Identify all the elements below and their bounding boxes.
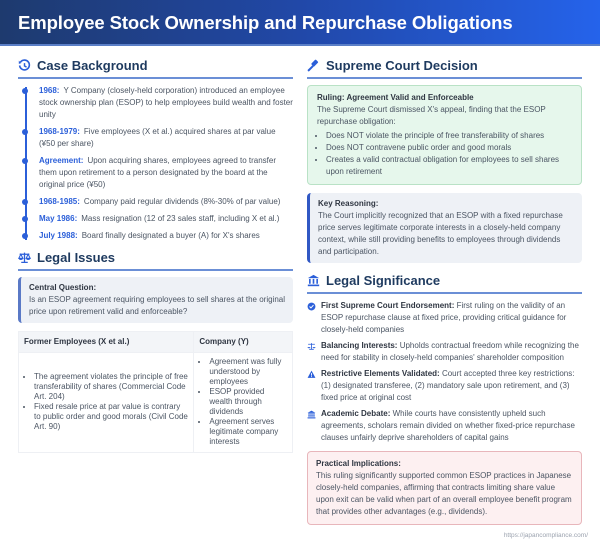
- company-argument: • Agreement serves legitimate company interests: [209, 417, 287, 447]
- employee-argument: • The agreement violates the principle of free transferability of shares (Commercial Code Art. 204): [34, 372, 188, 402]
- timeline-date: 1968-1979:: [39, 127, 80, 136]
- university-icon: [307, 410, 316, 419]
- timeline-date: May 1986:: [39, 214, 78, 223]
- right-column: [307, 58, 582, 525]
- footer-url: https://japancompliance.com/: [503, 532, 588, 539]
- significance-item-label: Balancing Interests:: [321, 341, 398, 350]
- significance-item-body: Court accepted three key restrictions: (1) designated transferee, (2) mandatory sale upon retirement, and (3) fixed price at original cost: [321, 369, 575, 402]
- timeline: [24, 85, 293, 242]
- significance-item: [307, 408, 582, 444]
- scale-icon: [18, 251, 31, 264]
- timeline-item: [39, 155, 293, 191]
- warning-icon: [307, 370, 316, 379]
- history-icon: [18, 59, 31, 72]
- company-argument: • Agreement was fully understood by employees: [209, 357, 287, 387]
- legal-issues-title: Legal Issues: [37, 250, 116, 265]
- arguments-table: [18, 331, 293, 453]
- implications-label: Practical Implications:: [316, 459, 401, 468]
- significance-item-text: [321, 368, 582, 404]
- employee-argument: • Fixed resale price at par value is contrary to public order and good morals (Civil Code Art. 90): [34, 402, 188, 432]
- timeline-text: Board finally designated a buyer (A) for X's shares: [81, 231, 260, 240]
- case-background-heading: [18, 58, 293, 79]
- significance-item: [307, 368, 582, 404]
- company-argument: • ESOP provided wealth through dividends: [209, 387, 287, 417]
- key-reasoning-label: Key Reasoning:: [318, 199, 379, 208]
- timeline-text: Mass resignation (12 of 23 sales staff, including X et al.): [81, 214, 280, 223]
- significance-heading: [307, 273, 582, 294]
- timeline-date: 1968-1985:: [39, 197, 80, 206]
- significance-item-label: First Supreme Court Endorsement:: [321, 301, 455, 310]
- table-row: [19, 353, 293, 453]
- balance-icon: [307, 342, 316, 351]
- significance-item-body: While courts have consistently upheld such agreements, scholars remain divided on whether fixed-price repurchase clauses unfairly deprive shareholders of capital gains: [321, 409, 575, 442]
- page-header: [0, 0, 600, 46]
- legal-issues-heading: [18, 250, 293, 271]
- timeline-date: 1968:: [39, 86, 60, 95]
- significance-item-text: [321, 300, 582, 336]
- significance-item-body: Upholds contractual freedom while recognizing the need for stability in closely-held companies' shareholder composition: [321, 341, 579, 362]
- key-reasoning-text: The Court implicitly recognized that an ESOP with a fixed repurchase price serves legitimate corporate interests in a closely-held company context, while still providing benefits to employees through dividends and participation.: [318, 211, 563, 256]
- significance-title: Legal Significance: [326, 273, 441, 288]
- significance-list: [307, 300, 582, 444]
- key-reasoning-box: [307, 193, 582, 263]
- ruling-point: • Does NOT violate the principle of free transferability of shares: [326, 130, 572, 142]
- significance-item: [307, 300, 582, 336]
- significance-item-label: Restrictive Elements Validated:: [321, 369, 440, 378]
- timeline-item: [39, 85, 293, 121]
- employees-arguments-cell: [19, 353, 194, 453]
- significance-item-label: Academic Debate:: [321, 409, 391, 418]
- left-column: [18, 58, 293, 453]
- implications-text: This ruling significantly supported common ESOP practices in Japanese closely-held companies, affirming that contracts limiting share value upon exit can be valid when part of an overall employee benefit program that provides other advantages (e.g., dividends).: [316, 471, 572, 516]
- significance-item-text: [321, 408, 582, 444]
- case-background-title: Case Background: [37, 58, 148, 73]
- timeline-text: Upon acquiring shares, employees agreed to transfer them upon retirement to a person designated by the board at the original price (¥50): [39, 156, 277, 189]
- ruling-label: Ruling: Agreement Valid and Enforceable: [317, 93, 474, 102]
- significance-item: [307, 340, 582, 364]
- company-arguments-cell: [194, 353, 293, 453]
- timeline-text: Company paid regular dividends (8%-30% of par value): [83, 197, 281, 206]
- table-header-employees: Former Employees (X et al.): [19, 332, 194, 353]
- timeline-date: Agreement:: [39, 156, 84, 165]
- decision-title: Supreme Court Decision: [326, 58, 478, 73]
- timeline-date: July 1988:: [39, 231, 78, 240]
- central-question-label: Central Question:: [29, 283, 97, 292]
- check-circle-icon: [307, 302, 316, 311]
- timeline-item: [39, 230, 293, 242]
- ruling-point: • Creates a valid contractual obligation for employees to sell shares upon retirement: [326, 154, 572, 178]
- practical-implications-box: [307, 451, 582, 525]
- ruling-box: [307, 85, 582, 185]
- timeline-text: Y Company (closely-held corporation) introduced an employee stock ownership plan (ESOP) to help employees build wealth and foster unity: [39, 86, 293, 119]
- central-question-box: [18, 277, 293, 323]
- timeline-item: [39, 196, 293, 208]
- significance-item-text: [321, 340, 582, 364]
- ruling-point: • Does NOT contravene public order and good morals: [326, 142, 572, 154]
- significance-item-body: First ruling on the validity of an ESOP repurchase clause at fixed price, providing critical guidance for closely-held companies: [321, 301, 567, 334]
- central-question-text: Is an ESOP agreement requiring employees to sell shares at the original price upon retirement valid and enforceable?: [29, 295, 285, 316]
- landmark-icon: [307, 274, 320, 287]
- decision-heading: [307, 58, 582, 79]
- ruling-text: The Supreme Court dismissed X's appeal, finding that the ESOP repurchase obligation:: [317, 105, 546, 126]
- timeline-item: [39, 126, 293, 150]
- gavel-icon: [307, 59, 320, 72]
- table-header-company: Company (Y): [194, 332, 293, 353]
- timeline-item: [39, 213, 293, 225]
- page-title: Employee Stock Ownership and Repurchase Obligations: [18, 12, 513, 33]
- timeline-text: Five employees (X et al.) acquired shares at par value (¥50 per share): [39, 127, 276, 148]
